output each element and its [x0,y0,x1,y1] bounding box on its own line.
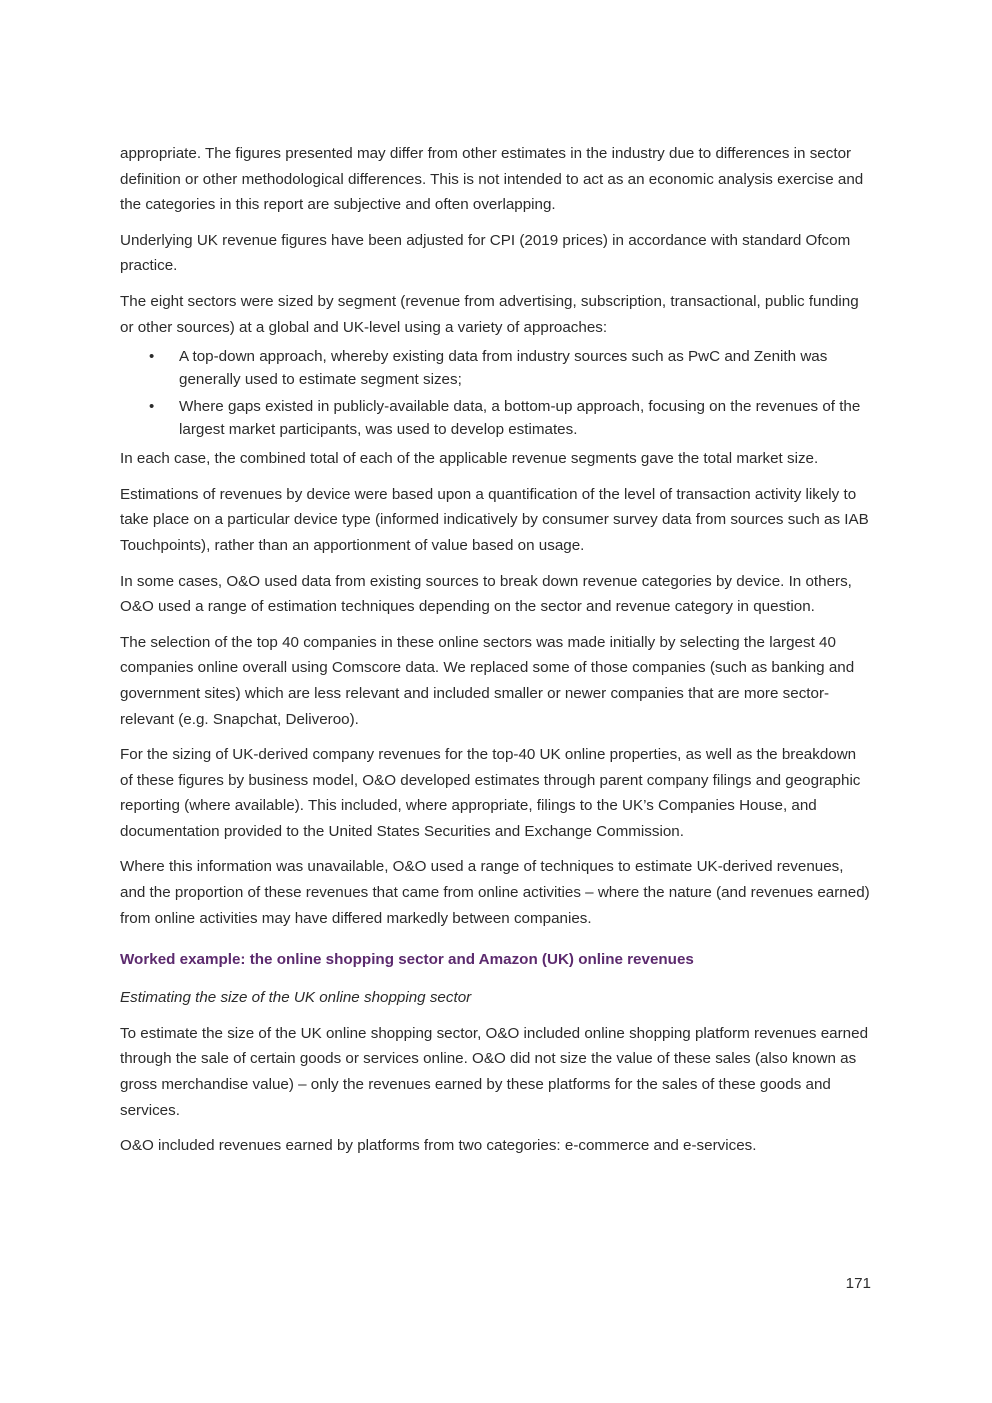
page-number: 171 [845,1275,871,1292]
paragraph-revenue-categories: O&O included revenues earned by platforms from two categories: e-commerce and e-services. [120,1137,757,1155]
page-body [120,141,872,1169]
approaches-list [120,345,872,441]
paragraph-total-market: In each case, the combined total of each of the applicable revenue segments gave the total market size. [120,450,819,468]
paragraph-cpi-adjustment: Underlying UK revenue figures have been adjusted for CPI (2019 prices) in accordance with standard Ofcom practice. [120,231,851,275]
paragraph-uk-derived-revenues: For the sizing of UK-derived company revenues for the top-40 UK online properties, as well as the breakdown of these figures by business model, O&O developed estimates through parent company filings and geographic reporting (where available). This included, where appropriate, filings to the UK’s Companies House, and documentation provided to the United States Securities and Exchange Commission. [120,746,861,840]
list-item [120,345,872,391]
paragraph-device-estimation: Estimations of revenues by device were based upon a quantification of the level of transaction activity likely to take place on a particular device type (informed indicatively by consumer survey data from sources such as IAB Touchpoints), rather than an apportionment of value based on usage. [120,485,869,554]
worked-example-heading: Worked example: the online shopping sector and Amazon (UK) online revenues [120,951,694,969]
paragraph-methodology-note: appropriate. The figures presented may differ from other estimates in the industry due to differences in sector definition or other methodological differences. This is not intended to act as an economic analysis exercise and the categories in this report are subjective and often overlapping. [120,145,864,214]
list-item [120,395,872,441]
bullet-icon: • [149,398,155,416]
paragraph-unavailable-information: Where this information was unavailable, O&O used a range of techniques to estimate UK-derived revenues, and the proportion of these revenues that came from online activities – where the nature (and revenues earned) from online activities may have differed markedly between companies. [120,858,870,927]
paragraph-existing-sources: In some cases, O&O used data from existing sources to break down revenue categories by device. In others, O&O used a range of estimation techniques depending on the sector and revenue category in question. [120,572,852,616]
bullet-icon: • [149,348,155,366]
list-item-text: A top-down approach, whereby existing data from industry sources such as PwC and Zenith was generally used to estimate segment sizes; [179,348,828,389]
paragraph-shopping-sector-size: To estimate the size of the UK online shopping sector, O&O included online shopping platform revenues earned through the sale of certain goods or services online. O&O did not size the value of these sales (also known as gross merchandise value) – only the revenues earned by these platforms for the sales of these goods and services. [120,1024,869,1119]
paragraph-sector-sizing: The eight sectors were sized by segment (revenue from advertising, subscription, transactional, public funding or other sources) at a global and UK-level using a variety of approaches: [120,292,859,336]
list-item-text: Where gaps existed in publicly-available data, a bottom-up approach, focusing on the revenues of the largest market participants, was used to develop estimates. [179,398,861,439]
worked-example-subheading: Estimating the size of the UK online shopping sector [120,989,472,1007]
paragraph-top-40-selection: The selection of the top 40 companies in these online sectors was made initially by selecting the largest 40 companies online overall using Comscore data. We replaced some of those companies (such as banking and government sites) which are less relevant and included smaller or newer companies that are more sector-relevant (e.g. Snapchat, Deliveroo). [120,633,855,728]
